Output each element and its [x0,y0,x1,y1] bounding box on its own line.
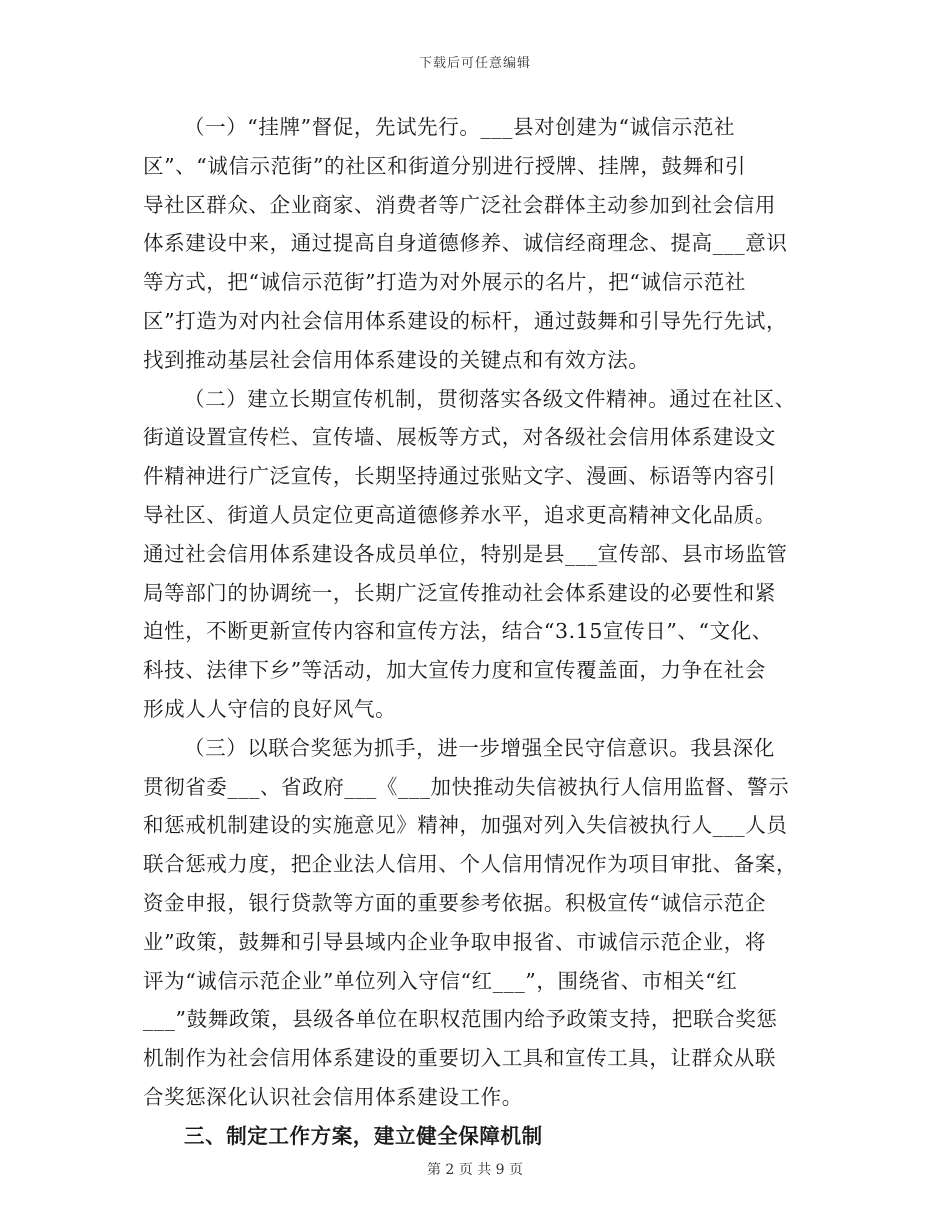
text-line: ___”鼓舞政策，县级各单位在职权范围内给予政策支持，把联合奖惩 [143,1007,778,1032]
section-heading: 三、制定工作方案，建立健全保障机制 [184,1123,543,1148]
text-line: 合奖惩深化认识社会信用体系建设工作。 [143,1084,523,1109]
text-line: 导社区群众、企业商家、消费者等广泛社会群体主动参加到社会信用 [143,192,776,217]
text-line: 业”政策，鼓舞和引导县域内企业争取申报省、市诚信示范企业，将 [143,929,766,954]
text-line: 件精神进行广泛宣传，长期坚持通过张贴文字、漫画、标语等内容引 [143,464,776,489]
text-line: 通过社会信用体系建设各成员单位，特别是县___宣传部、县市场监管 [143,541,788,566]
text-line: 贯彻省委___、省政府___《___加快推动失信被执行人信用监督、警示 [143,774,790,799]
text-line: 机制作为社会信用体系建设的重要切入工具和宣传工具，让群众从联 [143,1046,776,1071]
text-line: 街道设置宣传栏、宣传墙、展板等方式，对各级社会信用体系建设文 [143,425,776,450]
text-line: 联合惩戒力度，把企业法人信用、个人信用情况作为项目审批、备案， [143,852,798,877]
page-header: 下载后可任意编辑 [418,56,531,71]
text-line: 等方式，把“诚信示范街”打造为对外展示的名片，把“诚信示范社 [143,270,746,295]
text-line: 体系建设中来，通过提高自身道德修养、诚信经商理念、提高___意识 [143,231,788,256]
text-line: 评为“诚信示范企业”单位列入守信“红___”，围绕省、市相关“红 [143,968,738,993]
text-line: 科技、法律下乡”等活动，加大宣传力度和宣传覆盖面，力争在社会 [143,658,766,683]
text-line: 资金申报，银行贷款等方面的重要参考依据。积极宣传“诚信示范企 [143,890,766,915]
page-number: 第 2 页 共 9 页 [426,1162,524,1178]
text-line: 形成人人守信的良好风气。 [143,696,397,721]
text-line: 和惩戒机制建设的实施意见》精神，加强对列入失信被执行人___人员 [143,813,788,838]
document-body [143,108,803,1156]
text-line: （一）“挂牌”督促，先试先行。___县对创建为“诚信示范社 [184,115,736,139]
text-line: 局等部门的协调统一，长期广泛宣传推动社会体系建设的必要性和紧 [143,580,776,605]
text-line: 找到推动基层社会信用体系建设的关键点和有效方法。 [143,347,650,372]
text-line: 区”、“诚信示范街”的社区和街道分别进行授牌、挂牌，鼓舞和引 [143,153,746,178]
text-line: （三）以联合奖惩为抓手，进一步增强全民守信意识。我县深化 [184,735,775,760]
text-line: （二）建立长期宣传机制，贯彻落实各级文件精神。通过在社区、 [184,386,796,411]
text-line: 迫性，不断更新宣传内容和宣传方法，结合“3.15宣传日”、“文化、 [143,619,773,644]
text-line: 区”打造为对内社会信用体系建设的标杆，通过鼓舞和引导先行先试， [143,308,788,333]
text-line: 导社区、街道人员定位更高道德修养水平，追求更高精神文化品质。 [143,502,776,527]
